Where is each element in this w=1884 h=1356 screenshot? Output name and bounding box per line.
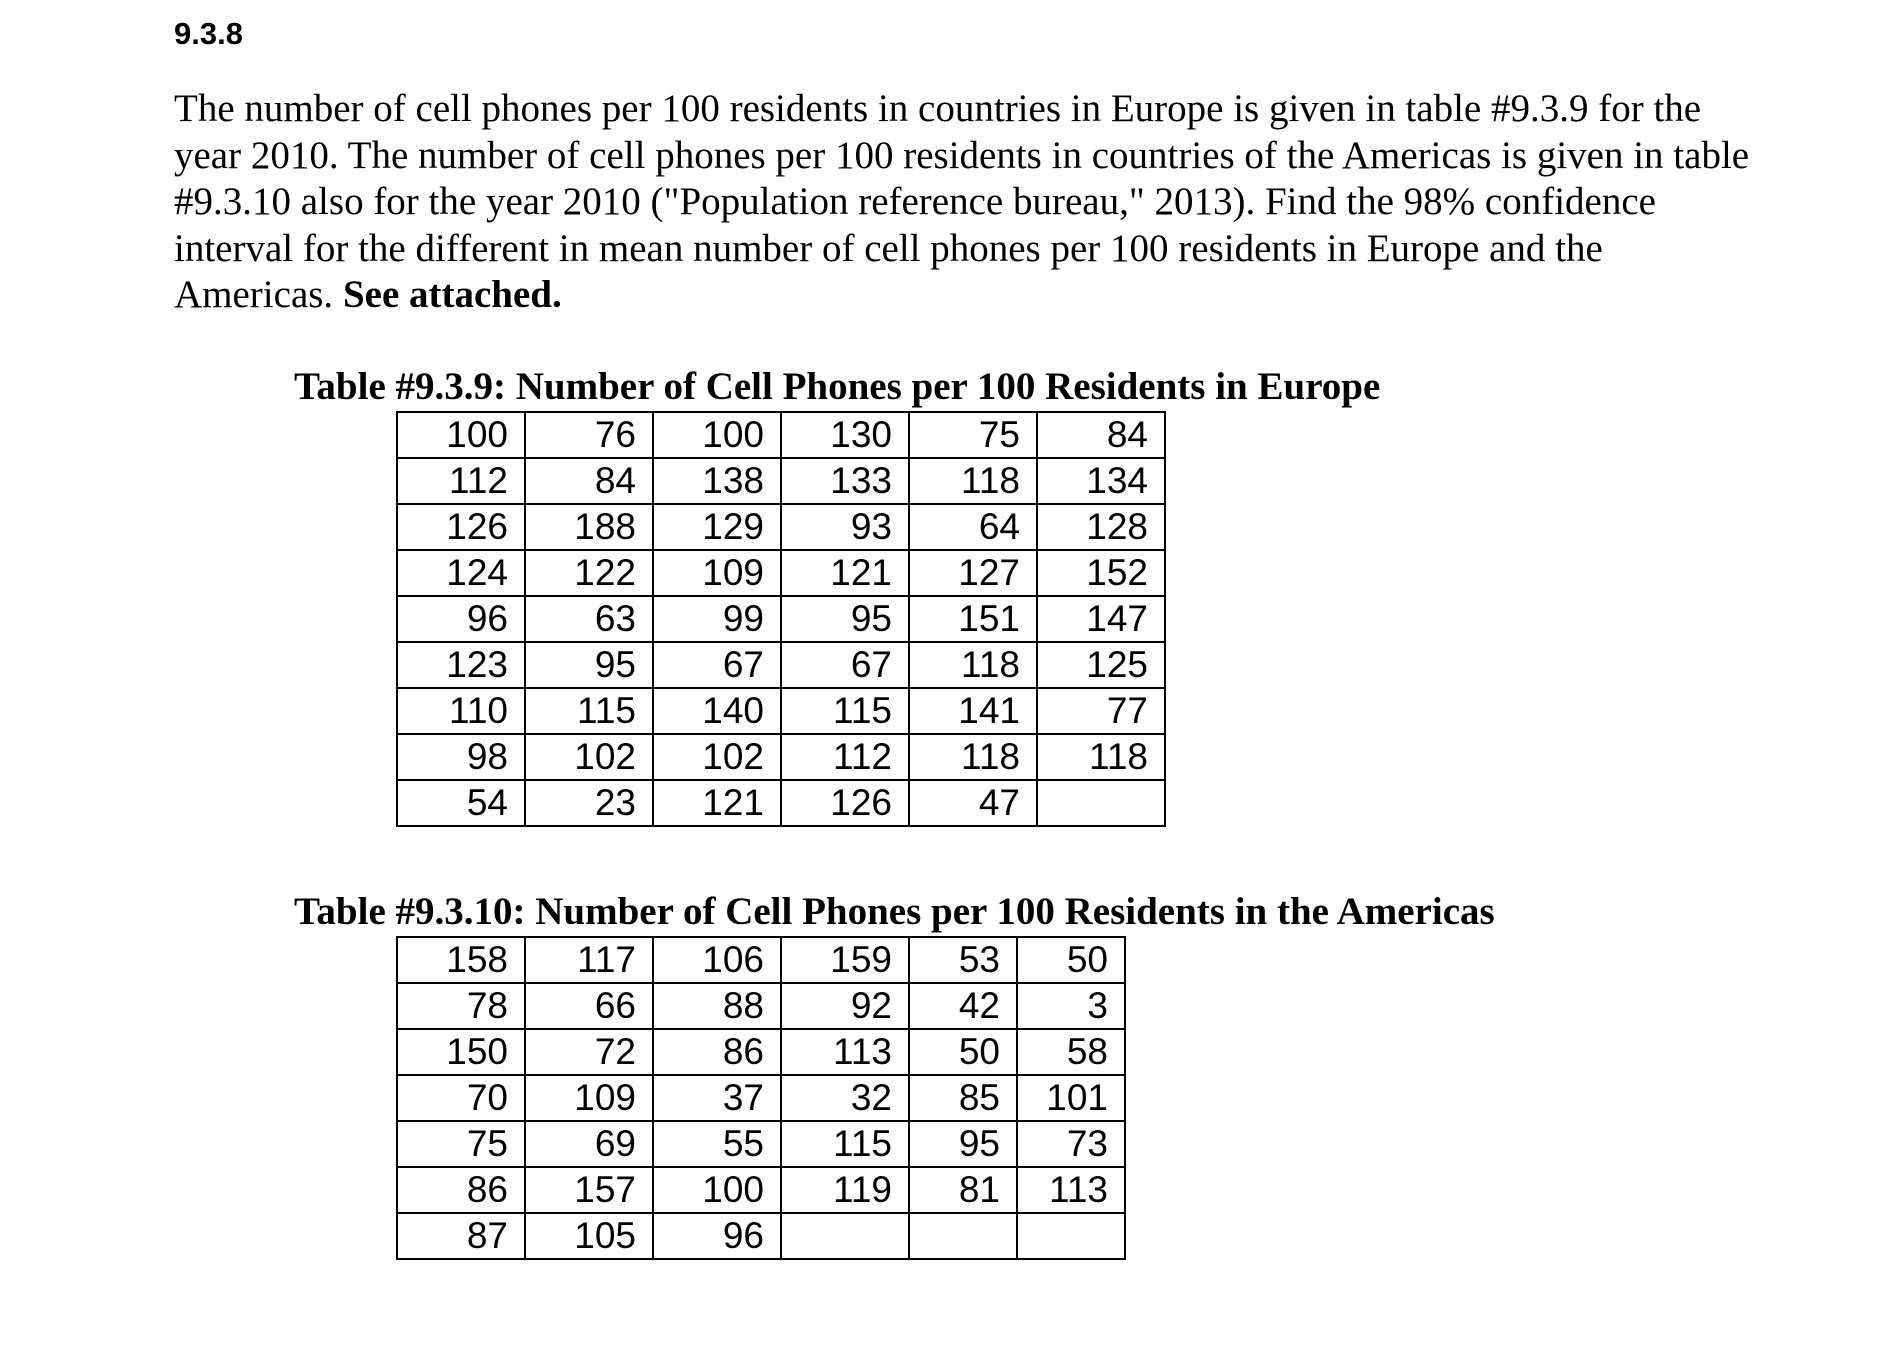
table-cell: 50 [909,1029,1017,1075]
table-row [397,1167,1125,1213]
table-cell: 113 [781,1029,909,1075]
table-cell: 112 [781,734,909,780]
table-cell: 95 [781,596,909,642]
table-cell: 125 [1037,642,1165,688]
table-cell: 99 [653,596,781,642]
table-cell: 81 [909,1167,1017,1213]
table-cell: 77 [1037,688,1165,734]
table-cell: 128 [1037,504,1165,550]
table-cell: 119 [781,1167,909,1213]
table-cell: 115 [525,688,653,734]
see-attached-note: See attached. [342,273,562,316]
table-cell: 102 [525,734,653,780]
table-cell: 118 [909,734,1037,780]
table-cell [909,1213,1017,1259]
table-cell: 75 [909,412,1037,458]
table-cell: 95 [525,642,653,688]
table-cell: 115 [781,1121,909,1167]
table-cell: 100 [653,1167,781,1213]
table-cell: 129 [653,504,781,550]
table-cell: 76 [525,412,653,458]
table-cell: 42 [909,983,1017,1029]
table-cell: 50 [1017,937,1125,983]
table-row [397,596,1165,642]
table-cell: 188 [525,504,653,550]
table-cell: 110 [397,688,525,734]
americas-cell-phones-table [396,936,1126,1260]
table-cell: 69 [525,1121,653,1167]
table-row [397,780,1165,826]
europe-table-caption: Table #9.3.9: Number of Cell Phones per 100 Residents in Europe [294,365,1381,408]
table-cell: 98 [397,734,525,780]
table-cell: 88 [653,983,781,1029]
table-cell: 140 [653,688,781,734]
table-cell: 47 [909,780,1037,826]
table-row [397,688,1165,734]
table-cell [1037,780,1165,826]
table-cell: 84 [525,458,653,504]
table-cell: 63 [525,596,653,642]
table-cell: 130 [781,412,909,458]
table-row [397,983,1125,1029]
table-cell: 54 [397,780,525,826]
table-cell: 67 [653,642,781,688]
table-cell: 86 [653,1029,781,1075]
table-cell: 75 [397,1121,525,1167]
table-cell: 152 [1037,550,1165,596]
table-cell: 158 [397,937,525,983]
table-row [397,550,1165,596]
table-cell: 67 [781,642,909,688]
table-cell: 118 [909,642,1037,688]
table-cell: 138 [653,458,781,504]
table-cell: 123 [397,642,525,688]
table-cell: 101 [1017,1075,1125,1121]
table-cell: 118 [1037,734,1165,780]
table-cell: 85 [909,1075,1017,1121]
table-cell: 109 [525,1075,653,1121]
table-cell: 96 [397,596,525,642]
problem-statement-text: The number of cell phones per 100 residents in countries in Europe is given in table #9.3.9 for the year 2010. The number of cell phones per 100 residents in countries of the Americas is given in table #9.3.10 also for the year 2010 ("Population reference bureau," 2013). Find the 98% confidence interval for the different in mean number of cell phones per 100 residents in Europe and the Americas. [174,87,1750,316]
table-cell: 95 [909,1121,1017,1167]
table-row [397,504,1165,550]
table-cell: 102 [653,734,781,780]
table-row [397,1029,1125,1075]
table-cell [781,1213,909,1259]
table-cell: 126 [781,780,909,826]
table-cell: 53 [909,937,1017,983]
table-row [397,1213,1125,1259]
table-cell: 87 [397,1213,525,1259]
table-cell: 58 [1017,1029,1125,1075]
table-cell: 32 [781,1075,909,1121]
europe-cell-phones-table [396,411,1166,827]
table-cell: 124 [397,550,525,596]
table-cell: 147 [1037,596,1165,642]
table-row [397,642,1165,688]
table-cell: 86 [397,1167,525,1213]
table-cell: 150 [397,1029,525,1075]
table-cell: 127 [909,550,1037,596]
table-cell: 92 [781,983,909,1029]
table-cell: 159 [781,937,909,983]
table-row [397,937,1125,983]
table-cell: 93 [781,504,909,550]
table-row [397,412,1165,458]
problem-statement [174,86,1754,319]
table-row [397,1121,1125,1167]
table-cell: 66 [525,983,653,1029]
table-row [397,734,1165,780]
table-cell: 105 [525,1213,653,1259]
table-cell: 126 [397,504,525,550]
table-cell: 3 [1017,983,1125,1029]
table-cell: 115 [781,688,909,734]
table-row [397,1075,1125,1121]
table-cell: 134 [1037,458,1165,504]
table-row [397,458,1165,504]
table-cell: 106 [653,937,781,983]
table-cell: 64 [909,504,1037,550]
table-cell: 72 [525,1029,653,1075]
table-cell: 109 [653,550,781,596]
table-cell: 141 [909,688,1037,734]
table-cell: 78 [397,983,525,1029]
table-cell: 55 [653,1121,781,1167]
table-cell: 121 [653,780,781,826]
table-cell: 84 [1037,412,1165,458]
table-cell: 96 [653,1213,781,1259]
table-cell: 157 [525,1167,653,1213]
table-cell: 23 [525,780,653,826]
table-cell: 70 [397,1075,525,1121]
table-cell: 100 [397,412,525,458]
table-cell: 113 [1017,1167,1125,1213]
table-cell: 100 [653,412,781,458]
table-cell [1017,1213,1125,1259]
table-cell: 117 [525,937,653,983]
table-cell: 37 [653,1075,781,1121]
table-cell: 121 [781,550,909,596]
problem-number: 9.3.8 [174,16,243,51]
table-cell: 151 [909,596,1037,642]
table-cell: 112 [397,458,525,504]
table-cell: 118 [909,458,1037,504]
table-cell: 133 [781,458,909,504]
table-cell: 73 [1017,1121,1125,1167]
table-cell: 122 [525,550,653,596]
americas-table-caption: Table #9.3.10: Number of Cell Phones per 100 Residents in the Americas [294,890,1495,933]
